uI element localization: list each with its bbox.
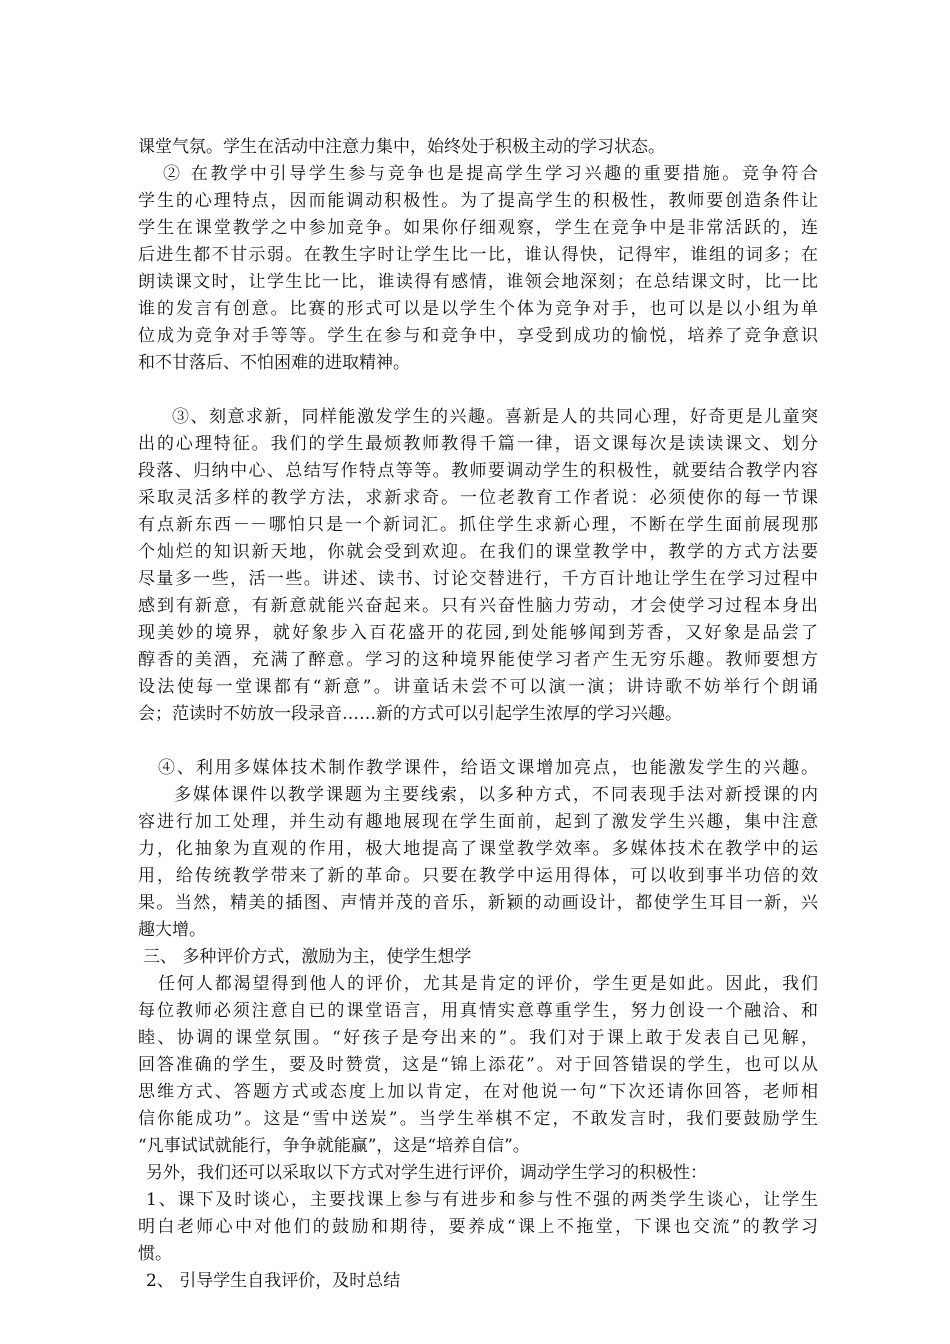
section-heading: 三、 多种评价方式，激励为主，使学生想学: [143, 947, 472, 967]
text-line: 感到有新意，有新意就能兴奋起来。只有兴奋性脑力劳动，才会使学习过程本身出: [138, 596, 818, 616]
text-line: 容进行加工处理，并生动有趣地展现在学生面前，起到了激发学生兴趣，集中注意: [138, 812, 818, 832]
text-line: 设法使每一堂课都有“新意”。讲童话未尝不可以演一演；讲诗歌不妨举行个朗诵: [138, 677, 818, 697]
list-item: 2、 引导学生自我评价，及时总结: [146, 1271, 401, 1291]
text-line: 出的心理特征。我们的学生最烦教师教得千篇一律，语文课每次是读读课文、划分: [138, 434, 818, 454]
text-line: 用，给传统教学带来了新的革命。只要在教学中运用得体，可以收到事半功倍的效: [138, 866, 818, 886]
text-line: 尽量多一些，活一些。讲述、读书、讨论交替进行，千方百计地让学生在学习过程中: [138, 569, 818, 589]
text-line: 思维方式、答题方式或态度上加以肯定，在对他说一句“下次还请你回答，老师相: [138, 1082, 818, 1102]
text-line: 力，化抽象为直观的作用，极大地提高了课堂教学效率。多媒体技术在教学中的运: [138, 839, 818, 859]
text-line: 谁的发言有创意。比赛的形式可以是以学生个体为竞争对手，也可以是以小组为单: [138, 299, 818, 319]
text-line: 回答准确的学生，要及时赞赏，这是“锦上添花”。对于回答错误的学生，也可以从: [138, 1055, 818, 1075]
list-item: 1、课下及时谈心，主要找课上参与有进步和参与性不强的两类学生谈心，让学生: [146, 1190, 818, 1210]
text-line: 朗读课文时，让学生比一比，谁读得有感情，谁领会地深刻；在总结课文时，比一比: [138, 272, 818, 292]
text-line: 多媒体课件以教学课题为主要线索，以多种方式，不同表现手法对新授课的内: [174, 785, 818, 805]
section-heading: ④、利用多媒体技术制作教学课件，给语文课增加亮点，也能激发学生的兴趣。: [158, 758, 818, 778]
text-line: 惯。: [138, 1244, 172, 1264]
text-line: 醇香的美酒，充满了醉意。学习的这种境界能使学习者产生无穷乐趣。教师要想方: [138, 650, 818, 670]
text-line: 趣大增。: [138, 920, 206, 940]
text-line: 果。当然，精美的插图、声情并茂的音乐，新颖的动画设计，都使学生耳目一新，兴: [138, 893, 818, 913]
text-line: 每位教师必须注意自已的课堂语言，用真情实意尊重学生，努力创设一个融洽、和: [138, 1001, 818, 1021]
text-line: 现美妙的境界，就好象步入百花盛开的花园,到处能够闻到芳香，又好象是品尝了: [138, 623, 818, 643]
text-line: 后进生都不甘示弱。在教生字时让学生比一比，谁认得快，记得牢，谁组的词多；在: [138, 245, 818, 265]
text-line: 学生在课堂教学之中参加竞争。如果你仔细观察，学生在竞争中是非常活跃的，连: [138, 218, 818, 238]
text-line: ② 在教学中引导学生参与竞争也是提高学生学习兴趣的重要措施。竞争符合: [163, 164, 818, 184]
text-line: 和不甘落后、不怕困难的进取精神。: [138, 353, 410, 373]
text-line: 明白老师心中对他们的鼓励和期待，要养成“课上不拖堂，下课也交流”的教学习: [138, 1217, 818, 1237]
text-line: “凡事试试就能行，争争就能赢”，这是“培养自信”。: [138, 1136, 530, 1156]
text-line: ③、刻意求新，同样能激发学生的兴趣。喜新是人的共同心理，好奇更是儿童突: [172, 407, 818, 427]
text-line: 段落、归纳中心、总结写作特点等等。教师要调动学生的积极性，就要结合教学内容: [138, 461, 818, 481]
text-line: 采取灵活多样的教学方法，求新求奇。一位老教育工作者说：必须使你的每一节课: [138, 488, 818, 508]
text-line: 另外，我们还可以采取以下方式对学生进行评价，调动学生学习的积极性：: [146, 1163, 707, 1183]
text-line: 课堂气氛。学生在活动中注意力集中，始终处于积极主动的学习状态。: [138, 137, 665, 157]
text-line: 位成为竞争对手等等。学生在参与和竞争中，享受到成功的愉悦，培养了竞争意识: [138, 326, 818, 346]
text-line: 学生的心理特点，因而能调动积极性。为了提高学生的积极性，教师要创造条件让: [138, 191, 818, 211]
text-line: 有点新东西－－哪怕只是一个新词汇。抓住学生求新心理，不断在学生面前展现那: [138, 515, 818, 535]
text-line: 信你能成功”。这是“雪中送炭”。当学生举棋不定，不敢发言时，我们要鼓励学生: [138, 1109, 818, 1129]
text-line: 会；范读时不妨放一段录音……新的方式可以引起学生浓厚的学习兴趣。: [138, 704, 682, 724]
text-line: 个灿烂的知识新天地，你就会受到欢迎。在我们的课堂教学中，教学的方式方法要: [138, 542, 818, 562]
text-line: 睦、协调的课堂氛围。“好孩子是夸出来的”。我们对于课上敢于发表自己见解，: [138, 1028, 818, 1048]
text-line: 任何人都渴望得到他人的评价，尤其是肯定的评价，学生更是如此。因此，我们: [158, 974, 818, 994]
